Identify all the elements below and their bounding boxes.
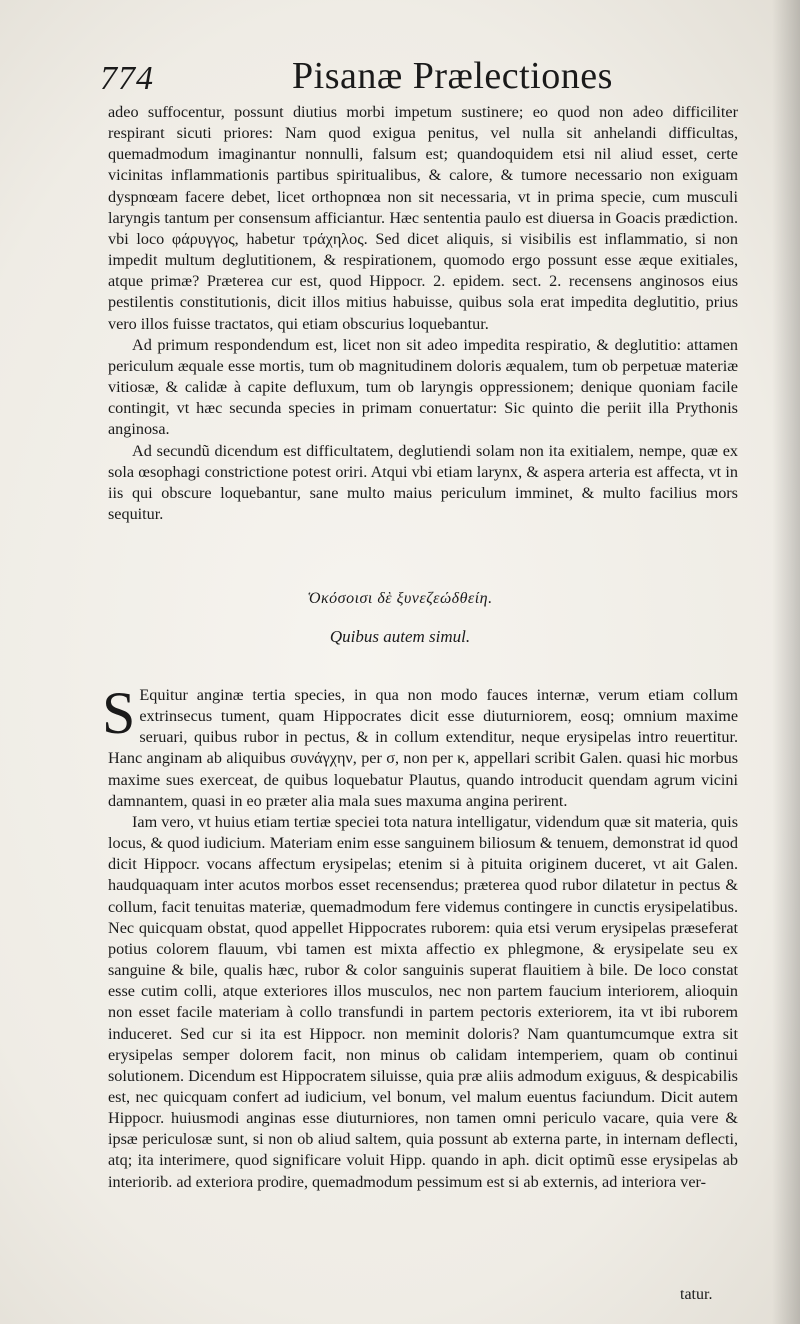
running-title: Pisanæ Prælectiones (292, 55, 613, 97)
paragraph-4 (102, 680, 738, 812)
latin-lemma: Quibus autem simul. (329, 627, 471, 646)
drop-cap: S (102, 680, 136, 746)
paragraph-5: Iam vero, vt huius etiam tertiæ speciei tota natura intelligatur, videndum quæ sit materia, quis locus, & quod iudicium. Materiam enim esse sanguinem biliosum & tenuem, demonstrat id quod dicit Hippocr. vocans affectum erysipelas; etenim si à pituita originem duceret, vt ait Galen. haudquaquam inter acutos morbos esset recensendus; præterea quod rubor dilatetur in pectus & collum, facit tenuitas materiæ, quemadmodum fere videmus contingere in cunctis erysipelatibus. Nec quicquam obstat, quod appellet Hippocrates ruborem: quia etsi verum erysipelas præseferat potius colorem flauum, vbi tamen est mixta affectio ex phlegmone, & erysipelate seu ex sanguine & bile, qualis hæc, rubor & color sanguinis superat flauitiem à bile. De loco constat esse cutim colli, atque exteriores illos musculos, nec non partem faucium interiorem, alioquin non esset facile materiam à collo transfundi in partem pectoris exteriorem, ita vt ibi ruborem induceret. Sed cur si ita est Hippocr. non meminit doloris? Nam quantumcumque extra sit erysipelas semper dolorem facit, non minus ob calidam intemperiem, quam ob continui solutionem. Dicendum est Hippocratem siluisse, quia præ aliis admodum exiguus, & despicabilis est, nec quicquam confert ad iudicium, vel bonum, vel malum euentus faciundum. Dicit autem Hippocr. huiusmodi anginas esse diuturniores, non tamen omni periculo vacare, quia vere & ipsæ periculosæ sunt, si non ob aliud saltem, quia possunt ab externa parte, in internam deflecti, atq; ita interimere, quod significare voluit Hipp. quando in aph. dicit optimũ esse erysipelas ab interiorib. ad exteriora prodire, quemadmodum pessimum est si ab externis, ad interiora ver- (108, 812, 738, 1191)
paragraph-4-text: Equitur anginæ tertia species, in qua non modo fauces internæ, verum etiam collum extrinsecus tument, quam Hippocrates dicit esse diuturniorem, eosq; omnium maxime seruari, quibus rubor in pectus, & in collum extenditur, neque erysipelas intro reuertitur. Hanc anginam ab aliquibus συνάγχην, per σ, non per κ, appellari scribit Galen. quasi hic morbus maxime sues exerceat, de quibus loquebatur Plautus, quando introducit quendam agrum vicini damnantem, quasi in eo præter alia mala sues maxuma angina perirent. (108, 686, 738, 810)
page-edge-shadow (772, 0, 800, 1324)
page-number: 774 (100, 60, 154, 97)
paragraph-2: Ad primum respondendum est, licet non sit adeo impedita respiratio, & deglutitio: attamen periculum æquale esse mortis, tum ob magnitudinem doloris æqualem, tum ob perpetuæ materiæ vitiosæ, & calidæ à capite defluxum, tum ob laryngis oppressionem; denique quoniam facile contingit, vt hæc secunda species in primam conuertatur: Sic quinto die periit illa Prythonis anginosa. (108, 335, 738, 439)
greek-lemma: Ὁκόσοισι δὲ ξυνεζεώδθείη. (307, 590, 493, 607)
commentary-section-1 (108, 102, 738, 525)
page-header (100, 48, 700, 104)
paragraph-3: Ad secundũ dicendum est difficultatem, deglutiendi solam non ita exitialem, nempe, quæ ex sola œsophagi constrictione potest oriri. Atqui vbi etiam larynx, & aspera arteria est affecta, vt in iis qui obscure loquebantur, sane multo maius periculum imminet, & multo facilius mors sequitur. (108, 441, 738, 523)
catchword: tatur. (680, 1286, 713, 1303)
commentary-section-2 (102, 680, 738, 1193)
paragraph-1: adeo suffocentur, possunt diutius morbi impetum sustinere; eo quod non adeo difficiliter respirant sicuti priores: Nam quod exigua penitus, vel nulla sit anhelandi difficultas, quemadmodum imaginantur nonnulli, falsum est; quandoquidem etsi nil aliud esset, certe vicinitas inflammationis partibus spiritualibus, & calore, & tumore necessario non exiguam dyspnœam facere debet, licet orthopnœa non sit necessaria, vt in prima specie, cum musculi laryngis tantum per consensum afficiantur. Hæc sententia paulo est diuersa in Goacis prædiction. vbi loco φάρυγγος, habetur τράχηλος. Sed dicet aliquis, si visibilis est inflammatio, si non impedit multum deglutitionem, & respirationem, quomodo ergo possunt esse æque exitiales, atque primæ? Præterea cur est, quod Hippocr. 2. epidem. sect. 2. recensens anginosos eius pestilentis constitutionis, dicit illos mitius habuisse, quibus sola erat impedita deglutitio, prius vero illos fuisse tractatos, qui etiam obscurius loquebantur. (108, 103, 738, 333)
